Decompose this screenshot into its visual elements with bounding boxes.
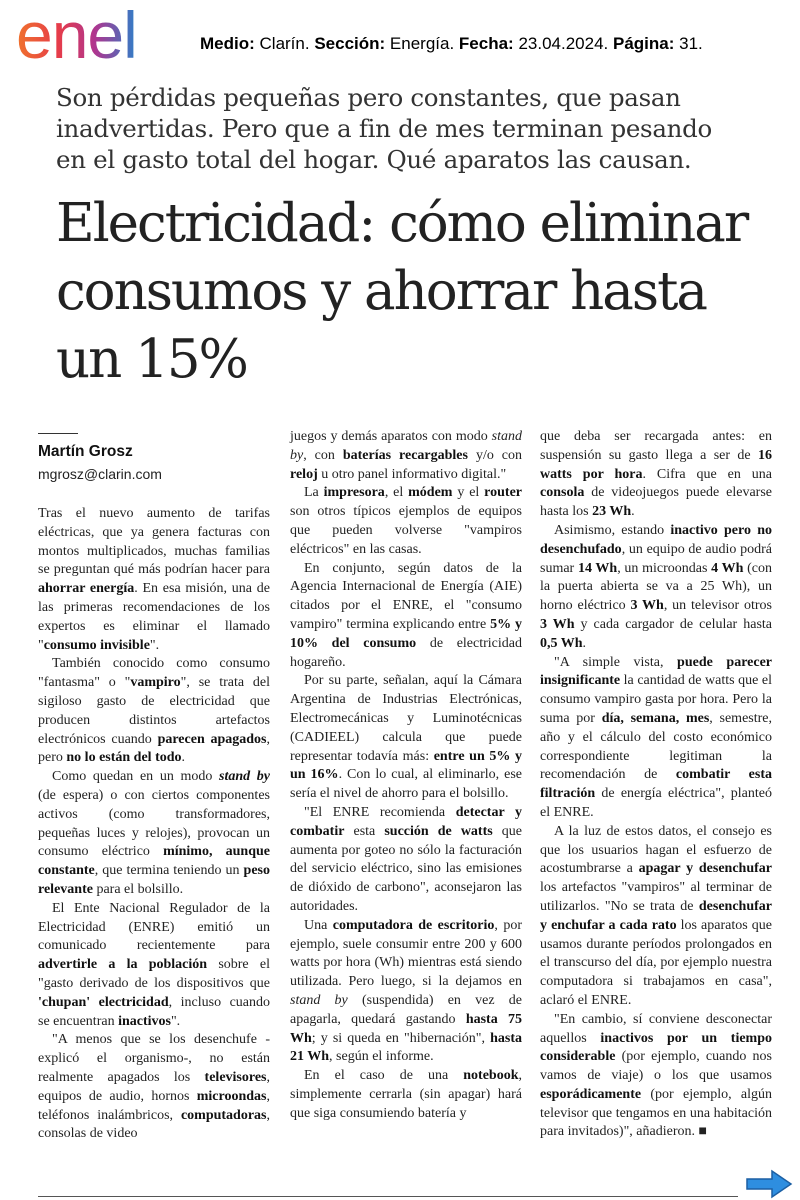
byline-rule xyxy=(38,433,78,434)
body-text: , semestre, año y el cálculo del costo económico correspondiente legitiman la recomendación de xyxy=(540,710,772,783)
emphasis-text: reloj xyxy=(290,466,318,482)
emphasis-text: succión de watts xyxy=(384,823,493,839)
body-text: , que termina teniendo un xyxy=(94,863,244,879)
emphasis-text: esporádicamente xyxy=(540,1086,642,1102)
body-text: , un televisor otros xyxy=(663,598,772,614)
body-text: y el xyxy=(452,485,485,501)
paragraph xyxy=(540,428,772,522)
article-headline: Electricidad: cómo eliminar consumos y ahorrar hasta un 15% xyxy=(56,193,748,390)
body-text: En el caso de una xyxy=(304,1068,464,1084)
body-text: . En esa misión, una de las primeras recomendaciones de los expertos es eliminar el llamado " xyxy=(38,581,270,653)
body-text: (con la puerta abierta se va a 25 Wh), un horno eléctrico xyxy=(540,560,772,614)
fecha-label: Fecha: xyxy=(458,34,514,53)
emphasis-text: 5% y 10% del consumo xyxy=(290,616,523,651)
body-text: Como quedan en un modo xyxy=(52,769,220,785)
body-text: Una xyxy=(304,917,333,933)
body-text: "A menos que se los desenchufe -explicó el organismo-, no están realmente apagados los xyxy=(38,1032,270,1085)
body-text: u otro panel informativo digital." xyxy=(317,466,507,482)
emphasis-text: ahorrar energía xyxy=(38,581,135,597)
emphasis-text: no lo están del todo xyxy=(66,750,182,766)
body-text: , pero xyxy=(38,731,271,766)
emphasis-text: stand by xyxy=(219,769,271,785)
body-text: (de espera) o con ciertos componentes activos (como transformadores, pequeñas luces y relojes), provocan un consumo eléctrico xyxy=(38,787,270,860)
emphasis-text: día, semana, mes xyxy=(601,710,710,726)
body-text: la cantidad de watts que el consumo vampiro gasta por hora. Pero la suma por xyxy=(540,673,772,726)
body-text: juegos y demás aparatos con modo xyxy=(290,429,492,444)
emphasis-text: 0,5 Wh xyxy=(540,635,583,651)
body-text: (por ejemplo, algún televisor que tengamos en una habitación para invitados)", añadieron. ■ xyxy=(540,1086,772,1140)
emphasis-text: 'chupan' electricidad xyxy=(38,994,169,1010)
paragraph xyxy=(290,560,522,673)
enel-logo xyxy=(14,4,192,68)
body-text: , el xyxy=(384,485,409,501)
emphasis-text: advertirle a la población xyxy=(38,957,208,973)
article-lead: Son pérdidas pequeñas pero constantes, que pasan inadvertidas. Pero que a fin de mes terminan pesando en el gasto total del hogar. Qué aparatos las causan. xyxy=(56,83,712,174)
emphasis-text: 16 watts por hora xyxy=(540,447,772,482)
paragraph xyxy=(540,654,772,823)
body-text: (por ejemplo, cuando nos vamos de viaje) o los que usamos xyxy=(540,1049,772,1084)
emphasis-text: módem xyxy=(408,485,453,501)
seccion-value: Energía. xyxy=(389,34,455,53)
emphasis-text: microondas xyxy=(196,1088,267,1104)
body-text: "El ENRE recomienda xyxy=(304,804,456,820)
emphasis-text: computadora de escritorio xyxy=(332,917,495,933)
emphasis-text: hasta 75 Wh xyxy=(290,1011,522,1046)
emphasis-text: puede parecer insignificante xyxy=(540,654,773,689)
body-text: , según el informe. xyxy=(329,1049,434,1065)
body-text: Por su parte, señalan, aquí la Cámara Argentina de Industrias Electrónicas, Electromecánicas y Luminotécnicas (CADIEEL) calcula que puede representar todavía más: xyxy=(290,673,522,764)
bottom-rule xyxy=(38,1196,738,1197)
body-text: "A simple vista, xyxy=(554,654,678,670)
body-text: Tras el nuevo aumento de tarifas eléctricas, que ya genera facturas con montos multiplicados, muchas familias se preguntan qué más podrían hacer para xyxy=(38,506,270,578)
body-text: , consolas de video xyxy=(38,1107,270,1142)
body-text: El Ente Nacional Regulador de la Electricidad (ENRE) emitió un comunicado recientemente para xyxy=(38,900,270,954)
emphasis-text: televisores xyxy=(204,1069,267,1085)
body-text: de energía eléctrica", planteó el ENRE. xyxy=(540,786,772,820)
logo-wordmark: enel xyxy=(16,4,137,68)
emphasis-text: 14 Wh xyxy=(577,560,618,576)
body-text: , un microondas xyxy=(617,560,712,576)
body-text: En conjunto, según datos de la Agencia Internacional de Energía (AIE) citados por el ENRE, el "consumo vampiro" termina explicando entre xyxy=(290,560,522,632)
body-text: . Cifra que en una xyxy=(642,466,772,482)
paragraph xyxy=(290,917,522,1067)
emphasis-text: entre un 5% y un 16% xyxy=(290,748,522,783)
medio-label: Medio: xyxy=(200,34,255,53)
body-text: La xyxy=(304,485,324,501)
fecha-value: 23.04.2024. xyxy=(518,34,609,53)
emphasis-text: combatir esta filtración xyxy=(540,767,772,802)
body-text: , un equipo de audio podrá sumar xyxy=(540,541,772,576)
emphasis-text: impresora xyxy=(323,485,385,501)
body-text: ". xyxy=(170,1013,181,1029)
next-page-arrow-icon[interactable] xyxy=(744,1168,794,1200)
paragraph xyxy=(38,900,270,1032)
paragraph xyxy=(540,522,772,654)
emphasis-text: 3 Wh xyxy=(630,598,664,614)
body-text: de videojuegos puede elevarse hasta los xyxy=(540,485,772,520)
article-column-3 xyxy=(540,428,772,1142)
body-text: esta xyxy=(344,823,385,839)
body-text: de electricidad hogareño. xyxy=(290,635,522,670)
pagina-label: Página: xyxy=(613,34,675,53)
body-text: ; y si queda en "hibernación", xyxy=(311,1030,491,1046)
body-text: ", se trata del sigiloso gasto de electricidad que producen distintos artefactos electrónicos cuando xyxy=(38,675,270,747)
emphasis-text: hasta 21 Wh xyxy=(290,1030,522,1065)
body-text: , simplemente cerrarla (sin apagar) hará que siga consumiendo batería y xyxy=(290,1068,522,1121)
body-text: que deba ser recargada antes: en suspensión su gasto llega a ser de xyxy=(540,429,772,463)
emphasis-text: notebook xyxy=(463,1068,519,1084)
author-name: Martín Grosz xyxy=(38,443,133,460)
paragraph xyxy=(290,484,522,559)
body-text: y cada cargador de celular hasta xyxy=(574,616,772,632)
body-text: A la luz de estos datos, el consejo es que los usuarios hagan el esfuerzo de acostumbrarse a xyxy=(540,823,772,877)
emphasis-text: parecen apagados xyxy=(157,731,267,747)
emphasis-text: peso relevante xyxy=(38,863,270,897)
author-email: mgrosz@clarin.com xyxy=(38,466,162,482)
body-text: los aparatos que usamos durante períodos prolongados en el transcurso del día, por ejemplo nuestra computadora si trabajamos en casa", aclaró el ENRE. xyxy=(540,917,772,1008)
body-text: Asimismo, estando xyxy=(554,522,671,538)
emphasis-text: 23 Wh xyxy=(592,504,632,520)
article-column-2 xyxy=(290,428,522,1123)
emphasis-text: inactivos por un tiempo considerable xyxy=(540,1030,772,1065)
body-text: . xyxy=(181,750,186,766)
pagina-value: 31. xyxy=(679,34,703,53)
article-column-1 xyxy=(38,505,270,1144)
publication-meta xyxy=(200,34,703,54)
emphasis-text: stand by xyxy=(290,429,522,463)
body-text: que aumenta por goteo no sólo la facturación del servicio eléctrico, sino las emisiones de dióxido de carbono", aconsejaron las autoridades. xyxy=(290,823,522,914)
body-text: , incluso cuando se encuentran xyxy=(38,994,270,1029)
paragraph xyxy=(290,428,522,484)
emphasis-text: stand by xyxy=(290,992,348,1008)
emphasis-text: desenchufar y enchufar a cada rato xyxy=(540,898,772,933)
body-text: . Con lo cual, al eliminarlo, ese sería el nivel de ahorro para el bolsillo. xyxy=(290,767,523,802)
emphasis-text: inactivo pero no desenchufado xyxy=(540,522,772,557)
paragraph xyxy=(38,1031,270,1144)
body-text: "En cambio, sí conviene desconectar aquellos xyxy=(540,1011,772,1046)
body-text: son otros típicos ejemplos de equipos que pueden volverse "vampiros eléctricos" en las casas. xyxy=(290,504,522,557)
paragraph xyxy=(290,672,522,804)
body-text: , con xyxy=(303,447,343,463)
body-text: (suspendida) en vez de apagarla, quedará gastando xyxy=(290,992,522,1027)
body-text: y/o con xyxy=(467,447,523,463)
emphasis-text: inactivos xyxy=(118,1013,171,1029)
seccion-label: Sección: xyxy=(314,34,386,53)
paragraph xyxy=(290,804,522,917)
emphasis-text: router xyxy=(484,485,522,501)
emphasis-text: vampiro xyxy=(130,675,181,691)
emphasis-text: mínimo, aunque constante xyxy=(38,844,270,879)
paragraph xyxy=(290,1067,522,1123)
body-text: sobre el "gasto derivado de los dispositivos que xyxy=(38,957,270,991)
medio-value: Clarín. xyxy=(259,34,310,53)
emphasis-text: baterías recargables xyxy=(342,447,468,463)
paragraph xyxy=(540,1011,772,1143)
body-text: los artefactos "vampiros" al terminar de utilizarlos. "No se trata de xyxy=(540,880,772,914)
emphasis-text: detectar y combatir xyxy=(290,804,522,839)
body-text: ". xyxy=(149,637,160,653)
body-text: . xyxy=(631,504,635,520)
emphasis-text: consumo invisible xyxy=(43,637,150,653)
paragraph xyxy=(540,823,772,1011)
emphasis-text: 4 Wh xyxy=(711,560,744,576)
body-text: , equipos de audio, hornos xyxy=(38,1069,270,1104)
body-text: . xyxy=(582,635,587,651)
emphasis-text: consola xyxy=(540,485,585,501)
emphasis-text: computadoras xyxy=(180,1107,267,1123)
emphasis-text: 3 Wh xyxy=(540,616,575,632)
paragraph xyxy=(38,655,270,768)
body-text: También conocido como consumo "fantasma" o " xyxy=(38,656,270,691)
emphasis-text: apagar y desenchufar xyxy=(638,861,772,877)
body-text: , por ejemplo, suele consumir entre 200 y 600 watts por hora (Wh) mientras está siendo utilizada. Pero luego, si la dejamos en xyxy=(290,917,522,990)
body-text: para el bolsillo. xyxy=(92,881,184,897)
paragraph xyxy=(38,505,270,655)
body-text: , teléfonos inalámbricos, xyxy=(38,1088,270,1123)
paragraph xyxy=(38,768,270,900)
